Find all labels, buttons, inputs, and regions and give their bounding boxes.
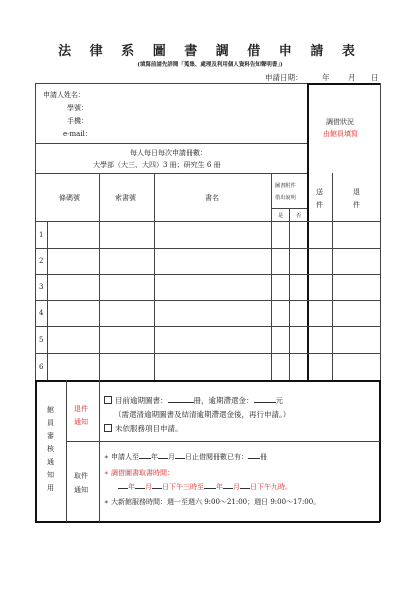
pickup-time-label: ∗ 調借圖書取書時間： (104, 469, 174, 477)
staff-label-char: 核 (47, 445, 54, 453)
student-id-label: 學號： (67, 104, 88, 112)
month-label: 月 (167, 453, 175, 461)
return-notice-label-2: 通知 (74, 418, 88, 426)
year-label: 年 (128, 483, 135, 491)
borrowed-count-prefix: ∗ 申請人至 (104, 453, 139, 461)
row-number: 1 (39, 231, 44, 239)
pickup-notice-label-2: 通知 (74, 486, 88, 494)
staff-label-char: 審 (47, 432, 54, 440)
overdue-fine-label: 冊，逾期滯還金： (193, 396, 254, 405)
pickup-notice-label: 取件 (74, 472, 88, 480)
staff-label-char: 員 (47, 419, 54, 427)
staff-label-char: 知 (47, 471, 54, 479)
col-yes: 是 (278, 213, 284, 219)
library-hours: ∗ 大新館服務時間：週一至週六 9:00～21:00；週日 9:00～17:00。 (104, 498, 321, 506)
return-notice-label: 退件 (74, 405, 88, 413)
month-label: 月 (145, 483, 152, 491)
year-label: 年 (150, 453, 158, 461)
overdue-checkbox[interactable] (104, 396, 112, 404)
privacy-note: (填寫前請先詳閱「蒐集、處理及利用個人資料告知聲明書」) (137, 62, 283, 68)
month-label: 月 (233, 483, 240, 491)
borrowed-count-text: 日止借閱冊數已有： (184, 453, 248, 461)
row-number: 4 (39, 309, 44, 317)
invalid-service-option (104, 423, 183, 434)
quota-line2: 大學部（大三、大四）3 冊；研究生 6 冊 (93, 161, 221, 169)
row-number: 3 (39, 283, 44, 291)
col-return-2: 件 (353, 201, 360, 209)
overdue-option (104, 395, 283, 406)
email-label: e-mail： (63, 130, 92, 138)
row-number: 6 (39, 363, 44, 371)
invalid-service-checkbox[interactable] (104, 424, 112, 432)
staff-label-char: 館 (47, 406, 54, 414)
quota-line1: 每人每日每次申請冊數： (130, 149, 207, 157)
col-attachment: 圖書附件 (275, 183, 296, 189)
col-bookname: 書名 (205, 194, 219, 202)
volume-label: 冊 (259, 453, 267, 461)
date-year: 年 (322, 73, 330, 82)
staff-label-char: 通 (47, 458, 54, 466)
pickup-end-text: 日下午九時。 (250, 483, 292, 491)
pickup-start-text: 日下午三時至 (162, 483, 204, 491)
col-send-2: 件 (316, 201, 323, 209)
col-send: 送 (316, 188, 323, 196)
currency-label: 元 (275, 396, 283, 405)
year-label: 年 (216, 483, 223, 491)
date-month: 月 (348, 73, 356, 82)
staff-label-char: 用 (47, 484, 54, 492)
row-number: 2 (39, 257, 44, 265)
col-attachment-note: 借出說明 (275, 195, 296, 201)
date-label: 申請日期： (265, 73, 303, 82)
lending-status-label: 調借狀況 (326, 118, 354, 126)
staff-fill-note: 由館員填寫 (323, 130, 358, 138)
invalid-service-label: 未依服務項目申請。 (115, 424, 183, 433)
phone-label: 手機： (67, 117, 88, 125)
col-no: 否 (296, 213, 302, 219)
borrowed-count-line (104, 452, 267, 462)
col-return: 退 (353, 188, 360, 196)
date-day: 日 (371, 73, 379, 82)
overdue-books-label: 目前逾期圖書： (115, 396, 168, 405)
col-callno: 索書號 (115, 194, 136, 202)
applicant-name-label: 申請人姓名： (43, 91, 85, 99)
row-number: 5 (39, 336, 44, 344)
form-title: 法 律 系 圖 書 調 借 申 請 表 (58, 44, 362, 59)
col-barcode: 條碼號 (59, 194, 80, 202)
pickup-time-range (118, 482, 292, 492)
overdue-note: （需還清逾期圖書及結清逾期滯還金後，再行申請。） (114, 410, 291, 419)
